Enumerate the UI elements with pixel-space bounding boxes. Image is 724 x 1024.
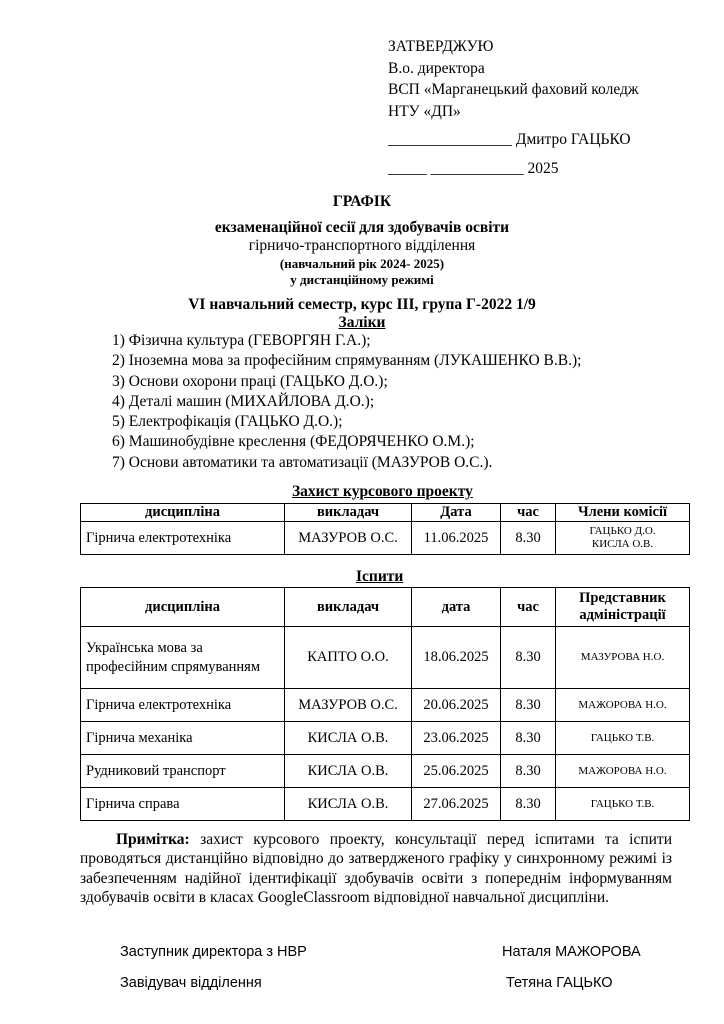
list-item: 6) Машинобудівне креслення (ФЕДОРЯЧЕНКО О.М.); xyxy=(112,433,475,451)
commission-member: КИСЛА О.В. xyxy=(591,538,654,550)
commission-member: ГАЦЬКО Д.О. xyxy=(589,525,656,537)
note-text: захист курсового проекту, консультації перед іспитами та іспити проводяться дистанційно відповідно до затвердженого графіку у синхронному режимі із забезпеченням надійної ідентифікації здобувачів освіти з попереднім інформуванням здобувачів освіти в класах GoogleClassroom відповідної навчальної дисципліни. xyxy=(80,831,672,907)
discipline-cell: Рудниковий транспорт xyxy=(81,755,285,788)
time-cell: 8.30 xyxy=(501,755,556,788)
list-item: 4) Деталі машин (МИХАЙЛОВА Д.О.); xyxy=(112,392,375,410)
discipline-cell: Гірнича механіка xyxy=(81,722,285,755)
approval-position: В.о. директора xyxy=(388,59,485,77)
signature-position: Завідувач відділення xyxy=(120,975,262,991)
credits-list xyxy=(112,331,581,473)
mode-label: у дистанційному режимі xyxy=(290,272,434,287)
signature-position: Заступник директора з НВР xyxy=(120,944,307,960)
approval-block xyxy=(388,36,639,179)
list-item: 2) Іноземна мова за професійним спрямуванням (ЛУКАШЕНКО В.В.); xyxy=(112,352,582,370)
discipline-cell: Гірнича електротехніка xyxy=(81,522,285,555)
table-row xyxy=(81,755,690,788)
signature-name: Наталя МАЖОРОВА xyxy=(502,944,641,960)
time-cell: 8.30 xyxy=(501,689,556,722)
table-row xyxy=(81,722,690,755)
representative-cell: ГАЦЬКО Т.В. xyxy=(556,788,690,821)
column-header: Представник адміністрації xyxy=(556,588,690,627)
table-row xyxy=(81,522,690,555)
teacher-cell: КИСЛА О.В. xyxy=(285,755,412,788)
project-heading: Захист курсового проекту xyxy=(292,483,473,500)
teacher-cell: КИСЛА О.В. xyxy=(285,788,412,821)
column-header: викладач xyxy=(285,588,412,627)
academic-year: (навчальний рік 2024- 2025) xyxy=(279,256,445,271)
list-item: 7) Основи автоматики та автоматизації (МАЗУРОВ О.С.). xyxy=(112,453,493,471)
table-row xyxy=(81,627,690,689)
time-cell: 8.30 xyxy=(501,522,556,555)
table-row xyxy=(81,689,690,722)
list-item: 1) Фізична культура (ГЕВОРГЯН Г.А.); xyxy=(112,332,371,349)
approval-date-line: _____ ____________ 2025 xyxy=(388,159,559,177)
date-cell: 11.06.2025 xyxy=(412,522,501,555)
date-cell: 23.06.2025 xyxy=(412,722,501,755)
column-header: дисципліна xyxy=(81,588,285,627)
note-paragraph xyxy=(80,830,672,908)
note-label: Примітка: xyxy=(116,831,190,848)
teacher-cell: КАПТО О.О. xyxy=(285,627,412,689)
column-header: дисципліна xyxy=(81,504,285,522)
teacher-cell: МАЗУРОВ О.С. xyxy=(285,522,412,555)
list-item: 5) Електрофікація (ГАЦЬКО Д.О.); xyxy=(112,413,343,431)
column-header: Дата xyxy=(412,504,501,522)
approval-heading: ЗАТВЕРДЖУЮ xyxy=(388,38,494,55)
representative-cell: МАЖОРОВА Н.О. xyxy=(556,689,690,722)
representative-cell: МАЖОРОВА Н.О. xyxy=(556,755,690,788)
credits-heading: Заліки xyxy=(338,314,386,331)
exams-table xyxy=(80,587,690,821)
date-cell: 25.06.2025 xyxy=(412,755,501,788)
semester-info: VI навчальний семестр, курс ІІІ, група Г-2022 1/9 xyxy=(188,296,536,313)
table-header-row xyxy=(81,504,690,522)
teacher-cell: МАЗУРОВ О.С. xyxy=(285,689,412,722)
commission-cell xyxy=(556,522,690,555)
date-cell: 27.06.2025 xyxy=(412,788,501,821)
approval-org-2: НТУ «ДП» xyxy=(388,102,461,120)
list-item: 3) Основи охорони праці (ГАЦЬКО Д.О.); xyxy=(112,372,388,390)
column-header: час xyxy=(501,504,556,522)
discipline-cell: Українська мова за професійним спрямуванням xyxy=(81,627,285,689)
signature-name: Тетяна ГАЦЬКО xyxy=(506,975,613,991)
exams-heading: Іспити xyxy=(356,568,404,585)
column-header: Члени комісії xyxy=(556,504,690,522)
document-subtitle: екзаменаційної сесії для здобувачів освіти xyxy=(214,219,510,236)
document-title: ГРАФІК xyxy=(332,193,392,210)
project-table xyxy=(80,503,690,555)
time-cell: 8.30 xyxy=(501,722,556,755)
time-cell: 8.30 xyxy=(501,788,556,821)
table-header-row xyxy=(81,588,690,627)
discipline-cell: Гірнича справа xyxy=(81,788,285,821)
date-cell: 18.06.2025 xyxy=(412,627,501,689)
representative-cell: ГАЦЬКО Т.В. xyxy=(556,722,690,755)
column-header: дата xyxy=(412,588,501,627)
approval-org: ВСП «Марганецький фаховий коледж xyxy=(388,81,639,98)
time-cell: 8.30 xyxy=(501,627,556,689)
representative-cell: МАЗУРОВА Н.О. xyxy=(556,627,690,689)
date-cell: 20.06.2025 xyxy=(412,689,501,722)
department-name: гірничо-транспортного відділення xyxy=(248,237,476,254)
teacher-cell: КИСЛА О.В. xyxy=(285,722,412,755)
column-header: викладач xyxy=(285,504,412,522)
table-row xyxy=(81,788,690,821)
discipline-cell: Гірнича електротехніка xyxy=(81,689,285,722)
column-header: час xyxy=(501,588,556,627)
approval-signature-line: ________________ Дмитро ГАЦЬКО xyxy=(388,131,631,148)
